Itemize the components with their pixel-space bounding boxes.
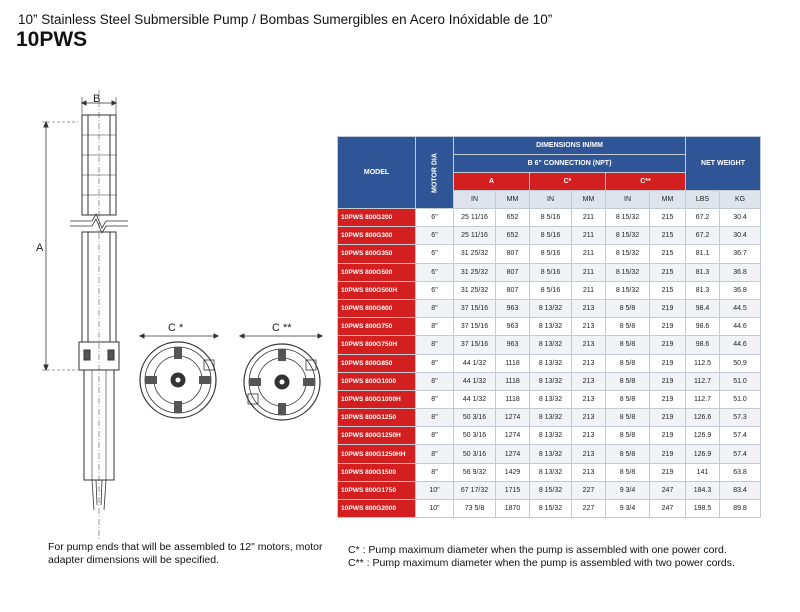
cell-a-mm: 1870 [496,500,530,518]
header-mm: MM [496,191,530,209]
cell-a-in: 31 25/32 [454,263,496,281]
cell-c-mm: 211 [572,227,606,245]
cell-kg: 63.8 [720,463,761,481]
cell-c2-mm: 219 [650,463,686,481]
cell-a-in: 31 25/32 [454,281,496,299]
cell-motor: 8" [416,336,454,354]
cell-lbs: 112.7 [686,372,720,390]
cell-c-mm: 213 [572,372,606,390]
cell-c2-in: 8 15/32 [606,263,650,281]
cell-kg: 30.4 [720,227,761,245]
cell-model: 10PWS 800G750H [338,336,416,354]
cell-c-in: 8 5/16 [530,209,572,227]
header-col-c2: C** [606,173,686,191]
cell-a-in: 25 11/16 [454,227,496,245]
table-row [338,390,761,408]
cell-c2-in: 8 15/32 [606,281,650,299]
cell-a-mm: 652 [496,209,530,227]
table-row [338,209,761,227]
cell-c-mm: 211 [572,209,606,227]
cell-a-in: 44 1/32 [454,390,496,408]
cell-a-mm: 1118 [496,354,530,372]
cell-motor: 8" [416,390,454,408]
table-row [338,281,761,299]
table-row [338,263,761,281]
cell-lbs: 98.6 [686,336,720,354]
table-row [338,427,761,445]
cell-c-in: 8 5/16 [530,227,572,245]
cell-model: 10PWS 800G300 [338,227,416,245]
cell-model: 10PWS 800G1000 [338,372,416,390]
cell-lbs: 98.4 [686,299,720,317]
cell-c-in: 8 13/32 [530,299,572,317]
cell-motor: 6" [416,227,454,245]
cell-c-in: 8 13/32 [530,409,572,427]
header-in: IN [454,191,496,209]
table-row [338,409,761,427]
cell-a-in: 67 17/32 [454,481,496,499]
cell-a-mm: 1274 [496,409,530,427]
cell-a-in: 50 3/16 [454,427,496,445]
cell-kg: 30.4 [720,209,761,227]
model-code: 10PWS [16,28,88,51]
table-row [338,245,761,263]
cell-lbs: 126.9 [686,445,720,463]
header-col-a: A [454,173,530,191]
dimension-label-c-single: C * [168,322,184,334]
cell-a-mm: 963 [496,318,530,336]
table-row [338,318,761,336]
dimension-label-c-double: C ** [272,322,292,334]
table-row [338,372,761,390]
cell-c2-in: 9 3/4 [606,500,650,518]
cell-c-mm: 213 [572,445,606,463]
cell-motor: 10" [416,481,454,499]
cell-c2-mm: 219 [650,445,686,463]
table-row [338,463,761,481]
cell-c-in: 8 5/16 [530,263,572,281]
cell-c2-in: 8 15/32 [606,245,650,263]
cell-motor: 6" [416,263,454,281]
cell-lbs: 81.3 [686,263,720,281]
cell-c-in: 8 15/32 [530,481,572,499]
cell-model: 10PWS 800G1500 [338,463,416,481]
cell-a-mm: 652 [496,227,530,245]
cell-kg: 44.6 [720,336,761,354]
cell-c-mm: 213 [572,336,606,354]
header-col-c: C* [530,173,606,191]
cell-lbs: 67.2 [686,227,720,245]
cell-motor: 6" [416,281,454,299]
cell-kg: 36.7 [720,245,761,263]
cell-lbs: 81.1 [686,245,720,263]
header-dimensions: DIMENSIONS IN/MM [454,137,686,155]
dimensions-table [337,136,761,518]
cell-motor: 8" [416,463,454,481]
header-connection: B 6" CONNECTION (NPT) [454,155,686,173]
cell-c-mm: 213 [572,463,606,481]
dimension-label-a: A [36,242,44,254]
cell-motor: 8" [416,372,454,390]
cell-a-in: 37 15/16 [454,318,496,336]
cell-c-mm: 213 [572,390,606,408]
cell-c2-mm: 219 [650,318,686,336]
cell-c2-mm: 219 [650,336,686,354]
cell-kg: 57.3 [720,409,761,427]
header-mm: MM [572,191,606,209]
cell-a-in: 37 15/16 [454,336,496,354]
cell-c2-mm: 219 [650,390,686,408]
header-mm: MM [650,191,686,209]
cell-c2-mm: 247 [650,500,686,518]
cell-c-mm: 213 [572,409,606,427]
cell-c2-in: 8 5/8 [606,409,650,427]
cell-model: 10PWS 800G1250H [338,427,416,445]
cell-a-mm: 807 [496,281,530,299]
cell-kg: 57.4 [720,427,761,445]
cell-c2-in: 8 5/8 [606,318,650,336]
cell-kg: 36.8 [720,263,761,281]
cell-c2-in: 8 5/8 [606,445,650,463]
cell-motor: 8" [416,427,454,445]
cell-a-mm: 963 [496,336,530,354]
cell-model: 10PWS 800G1250HH [338,445,416,463]
cell-c2-mm: 215 [650,263,686,281]
cell-motor: 8" [416,318,454,336]
cell-a-in: 56 9/32 [454,463,496,481]
header-kg: KG [720,191,761,209]
cell-lbs: 98.6 [686,318,720,336]
cell-motor: 6" [416,245,454,263]
page-title: 10” Stainless Steel Submersible Pump / Bombas Sumergibles en Acero Inóxidable de 10” [18,12,553,27]
header-lbs: LBS [686,191,720,209]
cell-c2-in: 8 5/8 [606,390,650,408]
header-in: IN [530,191,572,209]
cell-kg: 36.8 [720,281,761,299]
cell-c-in: 8 13/32 [530,445,572,463]
cell-lbs: 112.5 [686,354,720,372]
cell-c2-mm: 215 [650,209,686,227]
cell-lbs: 126.6 [686,409,720,427]
cell-c-in: 8 13/32 [530,390,572,408]
cell-model: 10PWS 800G1750 [338,481,416,499]
cell-a-mm: 1118 [496,390,530,408]
cell-model: 10PWS 800G350 [338,245,416,263]
cell-motor: 8" [416,299,454,317]
cell-lbs: 67.2 [686,209,720,227]
cell-a-in: 44 1/32 [454,354,496,372]
cell-motor: 8" [416,409,454,427]
cell-model: 10PWS 800G500H [338,281,416,299]
cell-a-mm: 807 [496,263,530,281]
cell-model: 10PWS 800G500 [338,263,416,281]
header-net-weight: NET WEIGHT [686,137,761,191]
cell-c2-mm: 247 [650,481,686,499]
cell-kg: 44.6 [720,318,761,336]
cell-kg: 44.5 [720,299,761,317]
cell-c-mm: 213 [572,318,606,336]
cell-motor: 6" [416,209,454,227]
cell-c-in: 8 13/32 [530,318,572,336]
cell-a-mm: 1274 [496,445,530,463]
cell-model: 10PWS 800G600 [338,299,416,317]
pump-drawing [0,0,335,540]
cell-c-in: 8 13/32 [530,372,572,390]
cell-kg: 51.0 [720,372,761,390]
table-row [338,354,761,372]
cell-c2-mm: 219 [650,372,686,390]
cell-c2-in: 8 5/8 [606,463,650,481]
cell-a-in: 37 15/16 [454,299,496,317]
cell-c-in: 8 13/32 [530,336,572,354]
cell-c2-mm: 215 [650,281,686,299]
cell-c-mm: 227 [572,481,606,499]
cell-a-mm: 1274 [496,427,530,445]
cell-motor: 10" [416,500,454,518]
table-row [338,445,761,463]
cell-c2-mm: 219 [650,354,686,372]
dimension-label-b: B [93,93,101,105]
header-model: MODEL [338,137,416,209]
cell-c-mm: 227 [572,500,606,518]
cell-kg: 83.4 [720,481,761,499]
cell-c2-in: 9 3/4 [606,481,650,499]
cell-c-mm: 213 [572,354,606,372]
note-c-single: C* : Pump maximum diameter when the pump is assembled with one power cord. [348,544,727,556]
cell-model: 10PWS 800G1000H [338,390,416,408]
cell-kg: 50.9 [720,354,761,372]
cell-a-in: 25 11/16 [454,209,496,227]
cell-c-mm: 211 [572,245,606,263]
motor-adapter-note: For pump ends that will be assembled to 12" motors, motor adapter dimensions will be specified. [48,541,323,566]
cell-c-mm: 211 [572,263,606,281]
cell-lbs: 141 [686,463,720,481]
table-row [338,481,761,499]
cell-a-mm: 807 [496,245,530,263]
cell-c2-in: 8 5/8 [606,336,650,354]
cell-kg: 57.4 [720,445,761,463]
cell-model: 10PWS 800G850 [338,354,416,372]
cell-c2-in: 8 5/8 [606,354,650,372]
cell-a-in: 50 3/16 [454,445,496,463]
cell-model: 10PWS 800G750 [338,318,416,336]
cell-c-in: 8 5/16 [530,281,572,299]
cell-lbs: 112.7 [686,390,720,408]
table-row [338,299,761,317]
cell-c2-in: 8 5/8 [606,372,650,390]
diameter-notes [348,544,788,570]
cell-c2-in: 8 5/8 [606,427,650,445]
cell-c2-mm: 219 [650,427,686,445]
cell-a-mm: 963 [496,299,530,317]
cell-c-in: 8 13/32 [530,354,572,372]
table-row [338,227,761,245]
cell-c2-mm: 215 [650,245,686,263]
note-c-double: C** : Pump maximum diameter when the pump is assembled with two power cords. [348,557,735,569]
cell-a-in: 73 5/8 [454,500,496,518]
cell-c-in: 8 13/32 [530,463,572,481]
cell-c2-in: 8 15/32 [606,227,650,245]
cell-lbs: 184.3 [686,481,720,499]
cell-a-in: 50 3/16 [454,409,496,427]
cell-c-in: 8 13/32 [530,427,572,445]
cell-c-in: 8 5/16 [530,245,572,263]
cell-a-in: 44 1/32 [454,372,496,390]
cell-c-mm: 213 [572,299,606,317]
cell-model: 10PWS 800G200 [338,209,416,227]
cell-lbs: 126.9 [686,427,720,445]
cell-c2-in: 8 5/8 [606,299,650,317]
cell-kg: 51.0 [720,390,761,408]
cell-a-mm: 1715 [496,481,530,499]
cell-c-mm: 211 [572,281,606,299]
cell-kg: 89.8 [720,500,761,518]
cell-motor: 8" [416,445,454,463]
cell-model: 10PWS 800G2000 [338,500,416,518]
table-row [338,336,761,354]
cell-c2-mm: 215 [650,227,686,245]
cell-motor: 8" [416,354,454,372]
table-row [338,500,761,518]
cell-c2-mm: 219 [650,299,686,317]
cell-c-in: 8 15/32 [530,500,572,518]
cell-lbs: 81.3 [686,281,720,299]
cell-lbs: 198.5 [686,500,720,518]
header-motor-dia: MOTOR DIA [416,137,454,209]
cell-c2-mm: 219 [650,409,686,427]
cell-c-mm: 213 [572,427,606,445]
cell-a-mm: 1118 [496,372,530,390]
cell-c2-in: 8 15/32 [606,209,650,227]
cell-a-mm: 1429 [496,463,530,481]
header-in: IN [606,191,650,209]
cell-a-in: 31 25/32 [454,245,496,263]
cell-model: 10PWS 800G1250 [338,409,416,427]
